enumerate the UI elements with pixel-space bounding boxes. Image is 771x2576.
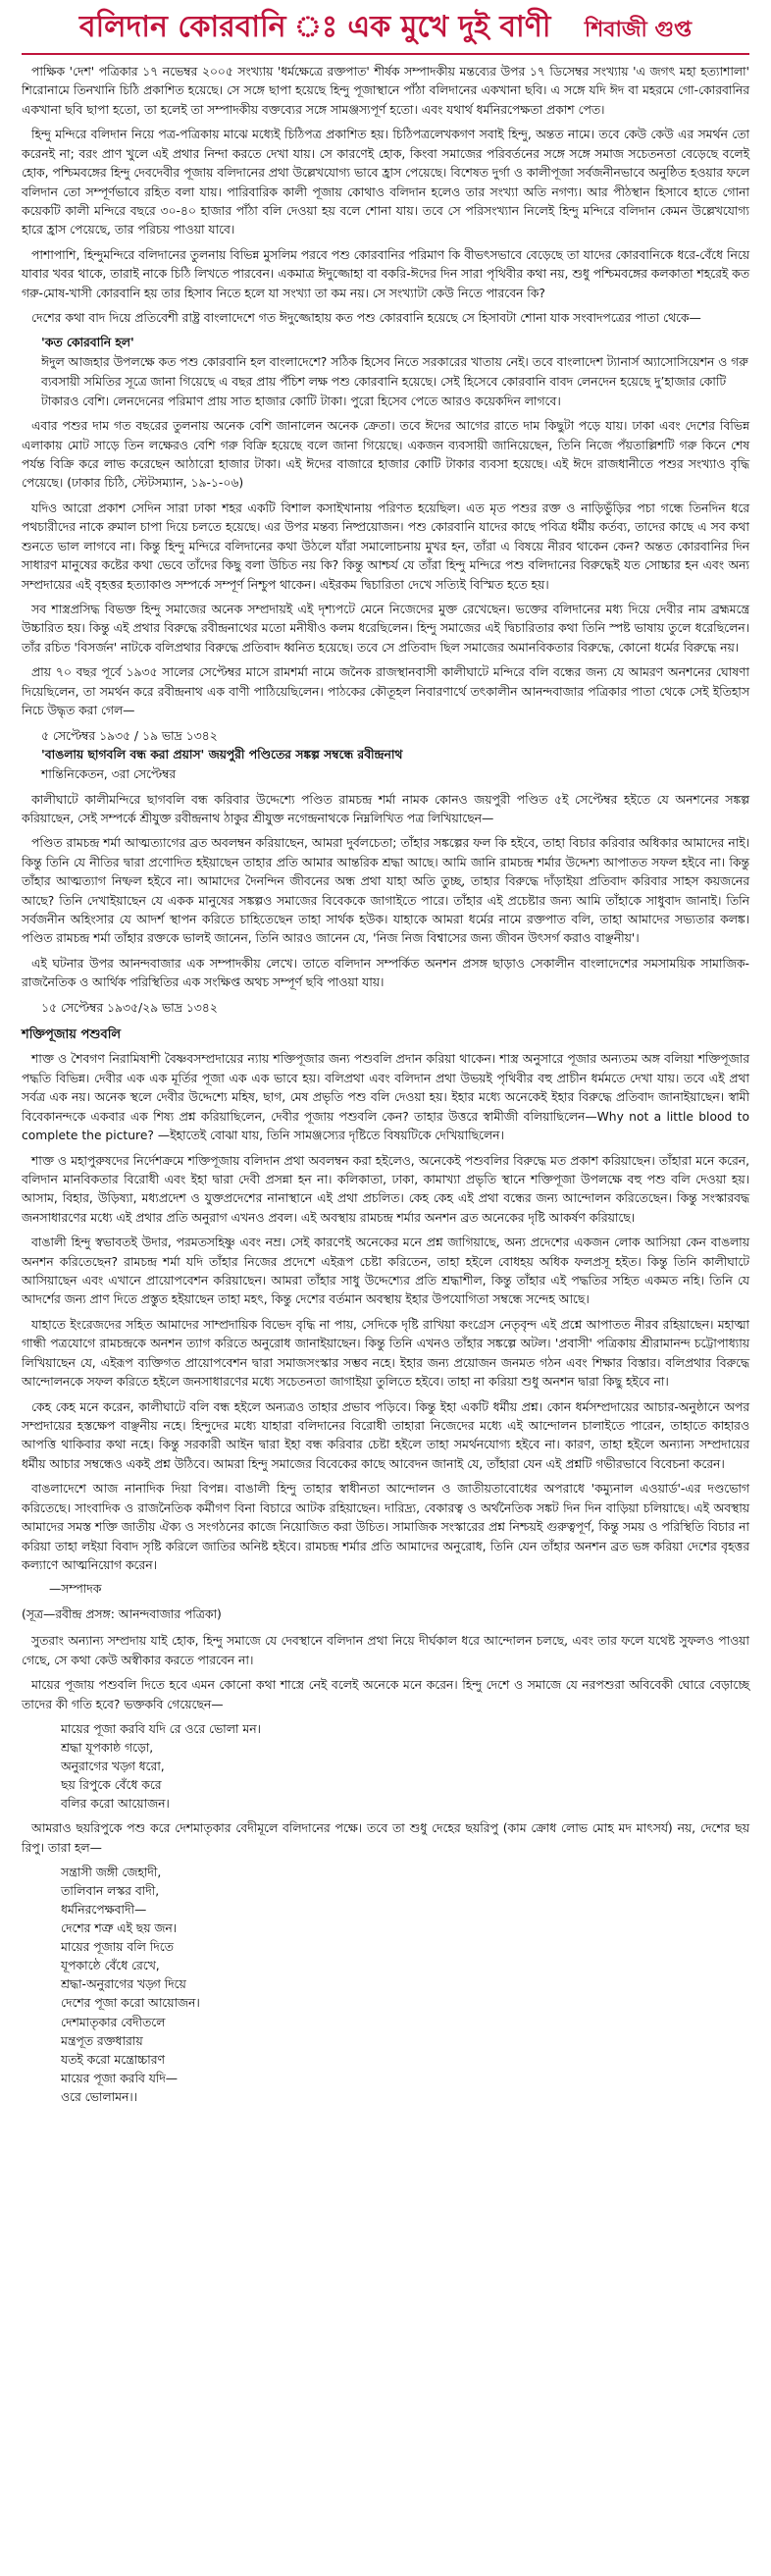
paragraph-12: শাক্ত ও শৈবগণ নিরামিষাশী বৈষ্ণবসম্প্রদায়ের ন্যায় শক্তিপূজার জন্য পশুবলি প্রদান করিয়া থাকেন। শাস্ত্র অনুসারে পূজার অন্যতম অঙ্গ বলিয়া শক্তিপূজার পদ্ধতি বিভিন্ন। দেবীর এক এক মূর্তির পূজা এক এক ভাবে হয়। বলিপ্রথা এবং বলিদান প্রথা উভয়ই পৃথিবীর বহু প্রাচীন ধর্মমতে দেখা যায়। তবে এই প্রথা সর্বত্র এক নয়। অনেক স্থলে দেবীর উদ্দেশ্যে মহিষ, ছাগ, মেষ প্রভৃতি পশু বলি দেওয়া হয়। ইহার মধ্যে অনেকেই ইহার বিরুদ্ধে প্রতিবাদ জানাইয়াছেন। স্বামী বিবেকানন্দকে একবার এক শিষ্য প্রশ্ন করিয়াছিলেন, দেবীর পূজায় পশুবলি কেন? তাহার উত্তরে স্বামীজী বলিয়াছিলেন—Why not a little blood to complete the picture? —ইহাতেই বোঝা যায়, তিনি সামঞ্জস্যের দৃষ্টিতে বিষয়টিকে দেখিয়াছিলেন।: [22, 1052, 749, 1143]
paragraph-9: কালীঘাটে কালীমন্দিরে ছাগবলি বন্ধ করিবার উদ্দেশ্যে পণ্ডিত রামচন্দ্র শর্মা নামক কোনও জয়পুরী পণ্ডিত ৫ই সেপ্টেম্বর হইতে যে অনশনের সঙ্কল্প করিয়াছেন, সেই সম্পর্কে শ্রীযুক্ত রবীন্দ্রনাথ ঠাকুর শ্রীযুক্ত নগেন্দ্রনাথকে নিম্নলিখিত পত্র লিখিয়াছেন—: [22, 792, 749, 825]
verse-line: শ্রদ্ধা-অনুরাগের খড়্গ দিয়ে: [61, 1977, 186, 1992]
verse-1: [61, 1720, 749, 1814]
paragraph-17: বাঙলাদেশে আজ নানাদিক দিয়া বিপন্ন। বাঙালী হিন্দু তাহার স্বাধীনতা আন্দোলন ও জাতীয়তাবোধের অপরাধে 'কম্যুনাল এওয়ার্ড'-এর দণ্ডভোগ করিতেছে। সাংবাদিক ও রাজনৈতিক কর্মীগণ বিনা বিচারে আটক রহিয়াছেন। দারিদ্র্য, বেকারত্ব ও অর্থনৈতিক সঙ্কট দিন দিন বাড়িয়া চলিয়াছে। এই অবস্থায় আমাদের সমস্ত শক্তি জাতীয় ঐক্য ও সংগঠনের কাজে নিয়োজিত করা উচিত। সামাজিক সংস্কারের প্রশ্ন নিশ্চয়ই গুরুত্বপূর্ণ, কিন্তু সময় ও পরিস্থিতি বিচার না করিয়া তাহা লইয়া বিবাদ সৃষ্টি করিলে জাতির অনিষ্ট হইবে। রামচন্দ্র শর্মার প্রতি আমাদের অনুরোধ, তিনি যেন তাঁহার অনশন ব্রত ভঙ্গ করিয়া দেশের বৃহত্তর কল্যাণে আত্মনিয়োগ করেন।: [22, 1482, 749, 1572]
verse-line: সন্ত্রাসী জঙ্গী জেহাদী,: [61, 1866, 162, 1880]
paragraph-2: হিন্দু মন্দিরে বলিদান নিয়ে পত্র-পত্রিকায় মাঝে মধ্যেই চিঠিপত্র প্রকাশিত হয়। চিঠিপত্রলেখকগণ সবাই হিন্দু, অন্তত নামে। তবে কেউ কেউ এর সমর্থন তো করেনই না; বরং প্রাণ খুলে এই প্রথার নিন্দা করতে দেখা যায়। সে কারণেই হোক, কিংবা সমাজের পরিবর্তনের সঙ্গে সঙ্গে সমাজ সচেতনতা বেড়েছে বলেই হোক, পশ্চিমবঙ্গের হিন্দু দেবদেবীর পূজায় বলিদানের প্রথা উল্লেখযোগ্য ভাবে হ্রাস পেয়েছে। বিশেষত দুর্গা ও কালীপূজা সর্বজনীনভাবে অনুষ্ঠিত হওয়ার ফলে বলিদান তো সম্পূর্ণভাবে রহিত বলা যায়। পারিবারিক কালী পূজায় কোথাও বলিদান হলেও তার সংখ্যা অতি নগণ্য। আর পীঠস্থান হিসাবে হাতে গোনা কয়েকটি কালী মন্দিরে বছরে ৩০-৪০ হাজার পাঁঠা বলি দেওয়া হয় বলে শোনা যায়। তবে সে পরিসংখ্যান নিলেই হিন্দু মন্দিরে বলিদান কেমন উল্লেখযোগ্য হারে হ্রাস পেয়েছে, তার পরিচয় পাওয়া যাবে।: [22, 128, 749, 237]
reference-place-1: শান্তিনিকেতন, ৩রা সেপ্টেম্বর: [41, 766, 177, 781]
verse-line: মায়ের পূজায় বলি দিতে: [61, 1940, 174, 1955]
paragraph-18: সুতরাং অন্যান্য সম্প্রদায় যাই হোক, হিন্দু সমাজে যে দেবস্থানে বলিদান প্রথা নিয়ে দীর্ঘকাল ধরে আন্দোলন চলছে, এবং তার ফলে যথেষ্ট সুফলও পাওয়া গেছে, সে কথা কেউ অস্বীকার করতে পারবেন না।: [22, 1634, 749, 1667]
verse-line: বলির করো আয়োজন।: [61, 1797, 170, 1812]
paragraph-6: যদিও আরো প্রকাশ সেদিন সারা ঢাকা শহর একটি বিশাল কসাইখানায় পরিণত হয়েছিল। এত মৃত পশুর রক্ত ও নাড়িভুঁড়ির পচা গন্ধে তিনদিন ধরে পথচারীদের নাকে রুমাল চাপা দিয়ে চলতে হয়েছে। এর উপর মন্তব্য নিষ্প্রয়োজন। পশু কোরবানি যাদের কাছে পবিত্র ধর্মীয় কর্তব্য, তাদের কাছে এ সব কথা শুনতে ভাল লাগবে না। কিন্তু হিন্দু মন্দিরে বলিদানের কথা উঠলে যাঁরা সমালোচনায় মুখর হন, তাঁরা এ বিষয়ে নীরব থাকেন কেন? অন্তত কোরবানির দিন সাধারণ মানুষের কষ্টের কথা ভেবে তাঁদের কিছু বলা উচিত নয় কি? কিন্তু আশ্চর্য যে তাঁরা হিন্দু মন্দিরে পশু বলিদানের বিরুদ্ধেই যত সোচ্চার হন এবং অন্য সম্প্রদায়ের এই বৃহত্তর হত্যাকাণ্ড সম্পর্কে সম্পূর্ণ নিশ্চুপ থাকেন। এইরকম দ্বিচারিতা দেখে সত্যিই বিস্মিত হতে হয়।: [22, 500, 749, 592]
news-quote-title: 'কত কোরবানি হল': [41, 336, 134, 350]
editor-signature: —সম্পাদক: [49, 1582, 102, 1597]
verse-line: দেশের পূজা করো আয়োজন।: [61, 1996, 200, 2011]
verse-line: ছয় রিপুকে বেঁধে করে: [61, 1778, 162, 1793]
paragraph-19: মায়ের পূজায় পশুবলি দিতে হবে এমন কোনো কথা শাস্ত্রে নেই বলেই অনেকে মনে করেন। হিন্দু দেশে ও সমাজে যে নরপশুরা অবিবেকী ঘোরে বেড়াচ্ছে তাদের কী গতি হবে? ভক্তকবি গেয়েছেন—: [22, 1678, 749, 1711]
verse-line: যতই করো মন্ত্রোচ্চারণ: [61, 2052, 165, 2067]
paragraph-7: সব শাস্ত্রপ্রসিদ্ধ বিভক্ত হিন্দু সমাজের অনেক সম্প্রদায়ই এই দৃশ্যপটে মেনে নিজেদের মুক্ত রেখেছেন। ভক্তের বলিদানের মধ্য দিয়ে দেবীর নাম ব্রহ্মমন্ত্রে উচ্চারিত হয়। কিন্তু এই প্রথার বিরুদ্ধে রবীন্দ্রনাথের মতো মনীষীও কলম ধরেছিলেন। হিন্দু সমাজের এই দ্বিচারিতার কথা তিনি স্পষ্ট ভাষায় তুলে ধরেছিলেন। তাঁর রচিত 'বিসর্জন' নাটকে বলিপ্রথার বিরুদ্ধে প্রতিবাদ ধ্বনিত হয়েছে। তবে সে প্রতিবাদ ছিল সমাজের অমানবিকতার বিরুদ্ধে, কোনো ধর্মের বিরুদ্ধে নয়।: [22, 602, 749, 655]
verse-line: ওরে ভোলামন।।: [61, 2089, 138, 2104]
source-citation: (সূত্র—রবীন্দ্র প্রসঙ্গ: আনন্দবাজার পত্রিকা): [22, 1607, 222, 1622]
verse-line: মায়ের পূজা করবি যদি—: [61, 2071, 179, 2085]
title-divider: [22, 53, 749, 55]
verse-line: মন্ত্রপূত রক্তধারায়: [61, 2033, 143, 2048]
verse-line: তালিবান লস্কর বাদী,: [61, 1884, 160, 1899]
paragraph-5: এবার পশুর দাম গত বছরের তুলনায় অনেক বেশি জানালেন অনেক ক্রেতা। তবে ঈদের আগের রাতে দাম কিছুটা পড়ে যায়। ঢাকা এবং দেশের বিভিন্ন এলাকায় মোট সাড়ে তিন লক্ষেরও বেশি গরু বিক্রি হয়েছে বলে জানা গিয়েছে। একজন ব্যবসায়ী জানিয়েছেন, তিনি নিজে পঁয়তাল্লিশটি গরু কিনে শেষ পর্যন্ত বিক্রি করে লাভ করেছেন আঠারো হাজার টাকা। এই ঈদের বাজারে হাজার কোটি টাকার ব্যবসা হয়েছে। এই ঈদে রাজধানীতে পশুর সংখ্যাও বৃদ্ধি পেয়েছে। (ঢাকার চিঠি, স্টেটসম্যান, ১৯-১-০৬): [22, 419, 749, 491]
verse-line: দেশমাতৃকার বেদীতলে: [61, 2015, 166, 2029]
reference-title-1: 'বাঙলায় ছাগবলি বন্ধ করা প্রয়াস' জয়পুরী পণ্ডিতের সঙ্কল্প সম্বন্ধে রবীন্দ্রনাথ: [41, 748, 403, 762]
paragraph-20: আমরাও ছয়রিপুকে পশু করে দেশমাতৃকার বেদীমূলে বলিদানের পক্ষে। তবে তা শুধু দেহের ছয়রিপু (কাম ক্রোধ লোভ মোহ মদ মাৎসর্য) নয়, দেশের ছয় রিপু। তারা হল—: [22, 1821, 749, 1855]
news-quote: [22, 334, 749, 411]
paragraph-10: পণ্ডিত রামচন্দ্র শর্মা আত্মত্যাগের ব্রত অবলম্বন করিয়াছেন, আমরা দুর্বলচেতা; তাঁহার সঙ্কল্পের ফল কি হইবে, তাহা বিচার করিবার অধিকার আমাদের নাই। কিন্তু তিনি যে নীতির দ্বারা প্রণোদিত হইয়াছেন তাহার প্রতি আমার আন্তরিক শ্রদ্ধা আছে। আমি জানি রামচন্দ্র শর্মার উদ্দেশ্য আপাতত সফল হইবে না। কিন্তু তাঁহার আত্মত্যাগ নিষ্ফল হইবে না। আমাদের দৈনন্দিন জীবনের অন্ধ প্রথা যাহা অতি তুচ্ছ, তাহার বিরুদ্ধে দাঁড়াইয়া প্রতিবাদ করিবার সাহস কয়জনের আছে? তিনি দেখাইয়াছেন যে একক মানুষের সঙ্কল্পও সমাজের বিবেককে জাগাইতে পারে। তাঁহার এই প্রচেষ্টার জন্য আমি তাঁহাকে সাধুবাদ জানাই। তিনি সর্বজনীন অহিংসার যে আদর্শ স্থাপন করিতে চাহিতেছেন তাহা সার্থক হউক। যাহাকে আমরা ধর্মের নামে রক্তপাত বলি, তাহা আমাদের সভ্যতার কলঙ্ক। পণ্ডিত রামচন্দ্র শর্মা তাঁহার রক্তকে ভালই জানেন, তিনি আরও জানেন যে, 'নিজ নিজ বিশ্বাসের জন্য জীবন উৎসর্গ করাও বাঞ্ছনীয়'।: [22, 836, 749, 946]
news-quote-body: ঈদুল আজহার উপলক্ষে কত পশু কোরবানি হল বাংলাদেশে? সঠিক হিসেব নিতে সরকারের খাতায় নেই। তবে বাংলাদেশ ট্যানার্স অ্যাসোসিয়েশন ও গরু ব্যবসায়ী সমিতির সূত্রে জানা গিয়েছে এ বছর প্রায় পঁচিশ লক্ষ পশু কোরবানি হয়েছে। সেই হিসেবে কোরবানি বাবদ লেনদেন হয়েছে দু’হাজার কোটি টাকারও বেশি। লেনদেনের পরিমাণ প্রায় সাত হাজার কোটি টাকা। পুরো হিসেব পেতে আরও কয়েকদিন লাগবে।: [41, 355, 748, 408]
verse-line: যূপকাষ্ঠে বেঁধে রেখে,: [61, 1959, 160, 1973]
article-title: বলিদান কোরবানি ঃ এক মুখে দুই বাণী: [78, 10, 551, 44]
paragraph-16: কেহ কেহ মনে করেন, কালীঘাটে বলি বন্ধ হইলে অন্যত্রও তাহার প্রভাব পড়িবে। কিন্তু ইহা একটি ধর্মীয় প্রশ্ন। কোন ধর্মসম্প্রদায়ের আচার-অনুষ্ঠানে অপর সম্প্রদায়ের হস্তক্ষেপ বাঞ্ছনীয় নহে। হিন্দুদের মধ্যে যাহারা বলিদানের বিরোধী তাহারা নিজেদের মধ্যে এই আন্দোলন চালাইতে পারেন, তাহাতে কাহারও আপত্তি থাকিবার কথা নহে। কিন্তু সরকারী আইন দ্বারা ইহা বন্ধ করিবার চেষ্টা হইলে তাহা সমর্থনযোগ্য হইবে না। কারণ, তাহা হইলে অন্যান্য সম্প্রদায়ের ধর্মীয় আচার সম্বন্ধেও একই প্রশ্ন উঠিবে। আমরা হিন্দু সমাজের বিবেকের কাছে আবেদন জানাই যে, তাঁহারা যেন এই প্রশ্নটি গভীরভাবে বিবেচনা করেন।: [22, 1399, 749, 1471]
paragraph-15: যাহাতে ইংরেজদের সহিত আমাদের সাম্প্রদায়িক বিভেদ বৃদ্ধি না পায়, সেদিকে দৃষ্টি রাখিয়া কংগ্রেস নেতৃবৃন্দ এই প্রশ্নে আপাতত নীরব রহিয়াছেন। মহাত্মা গান্ধী পত্রযোগে রামচন্দ্রকে অনশন ত্যাগ করিতে অনুরোধ জানাইয়াছেন। কিন্তু তিনি এখনও তাঁহার সঙ্কল্পে অটল। 'প্রবাসী' পত্রিকায় শ্রীরামানন্দ চট্টোপাধ্যায় লিখিয়াছেন যে, এইরূপ ব্যক্তিগত প্রায়োপবেশন দ্বারা সমাজসংস্কার সম্ভব নহে। ইহার জন্য প্রয়োজন জনমত গঠন এবং শিক্ষার বিস্তার। বলিপ্রথার বিরুদ্ধে আন্দোলনকে সফল করিতে হইলে জনসাধারণের মধ্যে সচেতনতা জাগাইয়া তুলিতে হইবে। তাহা না করিয়া শুধু অনশন দ্বারা কিছু হইবে না।: [22, 1317, 749, 1390]
paragraph-13: শাক্ত ও মহাপুরুষদের নির্দেশক্রমে শক্তিপূজায় বলিদান প্রথা অবলম্বন করা হইলেও, অনেকেই পশুবলির বিরুদ্ধে মত প্রকাশ করিয়াছেন। তাঁহারা মনে করেন, বলিদান মানবিকতার বিরোধী এবং ইহা দ্বারা দেবী প্রসন্না হন না। কলিকাতা, ঢাকা, কামাখ্যা প্রভৃতি স্থানে শক্তিপূজা উপলক্ষে বহু পশু বলি দেওয়া হয়। আসাম, বিহার, উড়িষ্যা, মধ্যপ্রদেশ ও যুক্তপ্রদেশের নানাস্থানে এই প্রথা প্রচলিত। কেহ কেহ এই প্রথা বন্ধের জন্য আন্দোলন করিতেছেন। কিন্তু সংস্কারবদ্ধ জনসাধারণের মধ্যে এই প্রথার প্রতি অনুরাগ এখনও প্রবল। এই অবস্থায় রামচন্দ্র শর্মার অনশন ব্রত অনেকের দৃষ্টি আকর্ষণ করিয়াছে।: [22, 1153, 749, 1225]
reference-date-1: ৫ সেপ্টেম্বর ১৯৩৫ / ১৯ ভাদ্র ১৩৪২: [41, 728, 218, 743]
reference-block-1: [22, 727, 749, 785]
verse-line: দেশের শত্রু এই ছয় জন।: [61, 1921, 178, 1936]
verse-2: [61, 1864, 749, 2107]
verse-line: শ্রদ্ধা যূপকাষ্ঠ গড়ো,: [61, 1741, 154, 1756]
section-subheading: শক্তিপূজায় পশুবলি: [22, 1027, 122, 1043]
paragraph-1: পাক্ষিক 'দেশ' পত্রিকার ১৭ নভেম্বর ২০০৫ সংখ্যায় 'ধর্মক্ষেত্রে রক্তপাত' শীর্ষক সম্পাদকীয় মন্তব্যের উপর ১৭ ডিসেম্বর সংখ্যায় 'এ জগৎ মহা হত্যাশালা' শিরোনামে তিনখানি চিঠি প্রকাশিত হয়েছে। সে সঙ্গে ছাপা হয়েছে হিন্দু পূজাস্থানে পাঁঠা বলিদানের একখানা ছবি। এ সঙ্গে যদি ঈদ বা মহরমে গো-কোরবানির একখানা ছবি ছাপা হতো, তা হলেই তা সম্পাদকীয় বক্তব্যের সঙ্গে সামঞ্জস্যপূর্ণ হতো। এবং যথার্থ ধর্মনিরপেক্ষতা প্রকাশ পেত।: [22, 65, 749, 117]
paragraph-14: বাঙালী হিন্দু স্বভাবতই উদার, পরমতসহিষ্ণু এবং নম্র। সেই কারণেই অনেকের মনে প্রশ্ন জাগিয়াছে, অন্য প্রদেশের একজন লোক আসিয়া কেন বাঙলায় অনশন করিতেছেন? রামচন্দ্র শর্মা যদি তাঁহার নিজের প্রদেশে এইরূপ চেষ্টা করিতেন, তাহা হইলে বোধহয় অধিক ফলপ্রসূ হইত। কিন্তু তিনি কালীঘাটে আসিয়াছেন এবং এখানে প্রায়োপবেশন করিয়াছেন। আমরা তাঁহার সাধু উদ্দেশ্যের প্রতি শ্রদ্ধাশীল, কিন্তু তাঁহার এই পদ্ধতির সহিত একমত নহি। তিনি যে আদর্শের জন্য প্রাণ দিতে প্রস্তুত হইয়াছেন তাহা মহৎ, কিন্তু দেশের বর্তমান অবস্থায় ইহার উপযোগিতা সম্বন্ধে সন্দেহ আছে।: [22, 1235, 749, 1307]
reference-block-2: [22, 999, 749, 1019]
verse-line: মায়ের পূজা করবি যদি রে ওরে ভোলা মন।: [61, 1722, 261, 1737]
paragraph-11: এই ঘটনার উপর আনন্দবাজার এক সম্পাদকীয় লেখে। তাতে বলিদান সম্পর্কিত অনশন প্রসঙ্গ ছাড়াও সেকালীন বাংলাদেশের সমসাময়িক সামাজিক-রাজনৈতিক ও আর্থিক পরিস্থিতির এক সংক্ষিপ্ত অথচ সম্পূর্ণ ছবি পাওয়া যায়।: [22, 956, 749, 990]
verse-line: অনুরাগের খড়্গ ধরো,: [61, 1760, 165, 1774]
verse-line: ধর্মনিরপেক্ষবাদী—: [61, 1903, 147, 1918]
paragraph-4: দেশের কথা বাদ দিয়ে প্রতিবেশী রাষ্ট্র বাংলাদেশে গত ঈদুজ্জোহায় কত পশু কোরবানি হয়েছে সে হিসাবটা শোনা যাক সংবাদপত্রের পাতা থেকে—: [31, 311, 701, 326]
article-author: শিবাজী গুপ্ত: [584, 18, 693, 42]
paragraph-3: পাশাপাশি, হিন্দুমন্দিরে বলিদানের তুলনায় বিভিন্ন মুসলিম পরবে পশু কোরবানির পরিমাণ কি বীভৎসভাবে বেড়েছে তা যাদের কোরবানিকে ধরে-বেঁধে নিয়ে যাবার খবর থাকে, তারাই নাকে চিঠি লিখতে পারবেন। একমাত্র ঈদুজ্জোহা বা বকরি-ঈদের দিন সারা পৃথিবীর কথা নয়, শুধু পশ্চিমবঙ্গের কলকাতা শহরেই কত গরু-মোষ-খাসী কোরবানি হয় তার হিসাব নিতে হলে যা সংখ্যা তা কম নয়। সে সংখ্যাটা কেউ নিতে পারবেন কি?: [22, 247, 749, 300]
reference-date-2: ১৫ সেপ্টেম্বর ১৯৩৫/২৯ ভাদ্র ১৩৪২: [41, 1000, 218, 1015]
paragraph-8: প্রায় ৭০ বছর পূর্বে ১৯৩৫ সালের সেপ্টেম্বর মাসে রামশর্মা নামে জনৈক রাজস্থানবাসী কালীঘাটে মন্দিরে বলি বন্ধের জন্য যে আমরণ অনশনের ঘোষণা দিয়েছিলেন, তা সমর্থন করে রবীন্দ্রনাথ এক বাণী পাঠিয়েছিলেন। পাঠকের কৌতূহল নিবারণার্থে তৎকালীন আনন্দবাজার পত্রিকার পাতা থেকে সেই ইতিহাস নিচে উদ্ধৃত করা গেল—: [22, 665, 749, 718]
article-header: [22, 10, 749, 45]
